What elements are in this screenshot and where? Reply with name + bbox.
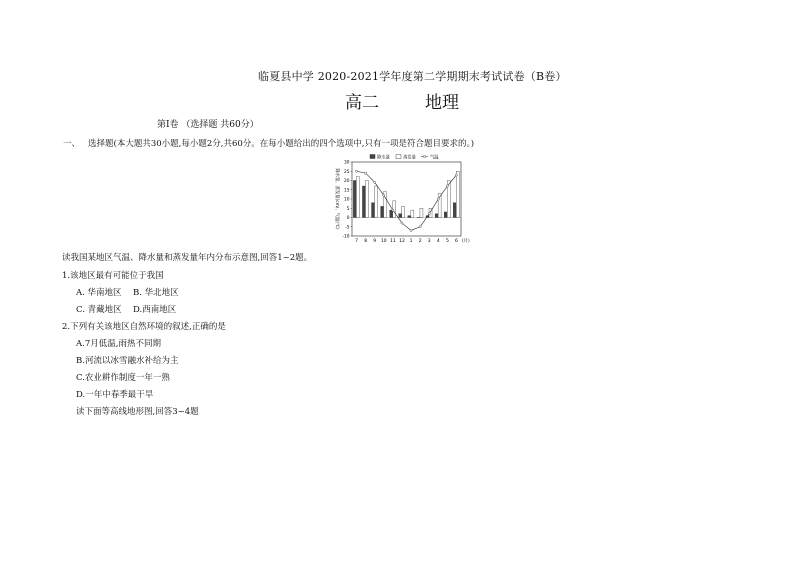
y-axis-label: 降水量、蒸发量(cm)、气温(℃) — [334, 168, 339, 230]
x-tick-label: 10 — [380, 239, 387, 244]
y-tick-label: -5 — [345, 225, 350, 231]
temperature-point — [383, 194, 385, 196]
temperature-point — [410, 229, 412, 231]
bar-evaporation — [402, 206, 405, 217]
bar-evaporation — [456, 171, 459, 217]
y-tick-label: 15 — [344, 188, 350, 194]
bar-precipitation — [362, 186, 365, 217]
exam-header: 临夏县中学 2020-2021学年度第二学期期末考试试卷（B卷） — [258, 70, 567, 83]
x-tick-label: 7 — [355, 239, 358, 244]
legend-label-precip: 降水量 — [377, 155, 390, 161]
y-tick-label: 10 — [344, 197, 350, 203]
x-tick-label: 6 — [455, 239, 458, 244]
legend-label-temp: 气温 — [430, 155, 439, 161]
climate-chart — [330, 152, 470, 247]
legend-swatch-precip — [370, 155, 375, 159]
bar-precipitation — [408, 216, 411, 218]
instruction-number: 一、 — [63, 139, 81, 149]
y-tick-label: 20 — [344, 179, 350, 184]
q1-option-a: A. 华南地区 — [76, 288, 122, 298]
bar-precipitation — [435, 214, 438, 218]
bar-precipitation — [353, 181, 356, 218]
q2-option-d: D.一年中春季最干旱 — [76, 390, 154, 400]
y-tick-label: 5 — [346, 206, 350, 212]
x-tick-label: 5 — [445, 239, 449, 244]
temperature-point — [419, 226, 421, 228]
bar-evaporation — [420, 208, 423, 217]
bar-evaporation — [375, 186, 378, 217]
x-tick-label: 9 — [373, 239, 377, 244]
instruction-text: 选择题(本大题共30小题,每小题2分,共60分。在每小题给出的四个选项中,只有一项是符合题目要求的。) — [88, 139, 475, 149]
bar-precipitation — [372, 203, 375, 218]
question-1-stem: 1.该地区最有可能位于我国 — [62, 271, 164, 281]
question-2-stem: 2.下列有关该地区自然环境的叙述,正确的是 — [62, 322, 226, 332]
grade-label: 高二 — [345, 93, 379, 113]
x-tick-label: 11 — [390, 239, 396, 244]
q2-option-b: B.河流以冰雪融水补给为主 — [76, 356, 179, 366]
bar-precipitation — [453, 203, 456, 218]
temperature-point — [365, 172, 367, 174]
x-tick-label: 3 — [427, 239, 431, 244]
q2-option-c: C.农业耕作制度一年一熟 — [76, 373, 170, 383]
temperature-point — [437, 198, 439, 200]
x-tick-label: 12 — [399, 239, 405, 244]
legend-swatch-evap — [396, 155, 401, 159]
x-tick-label: 4 — [436, 239, 440, 244]
subject-title — [345, 88, 459, 113]
y-tick-label: 25 — [344, 169, 350, 175]
temperature-point — [392, 209, 394, 211]
temperature-point — [455, 174, 457, 176]
bar-precipitation — [399, 214, 402, 218]
temperature-point — [374, 181, 376, 183]
bar-precipitation — [381, 206, 384, 217]
y-tick-label: 0 — [346, 216, 350, 221]
legend-label-evap: 蒸发量 — [403, 155, 416, 161]
bar-evaporation — [411, 210, 414, 217]
x-axis-unit: (月) — [462, 239, 470, 244]
temperature-line — [357, 171, 457, 230]
bar-precipitation — [444, 212, 447, 218]
x-tick-label: 8 — [364, 239, 368, 244]
subject-name: 地理 — [425, 93, 459, 113]
temperature-point — [446, 185, 448, 187]
temperature-point — [401, 222, 403, 224]
q2-option-a: A.7月低温,雨热不同期 — [76, 339, 161, 349]
y-tick-label: 30 — [344, 160, 350, 166]
temperature-point — [428, 213, 430, 215]
q1-option-d: D.西南地区 — [133, 305, 177, 315]
x-tick-label: 1 — [409, 239, 413, 244]
section-title: 第Ⅰ卷 （选择题 共60分） — [157, 120, 259, 130]
bar-evaporation — [356, 177, 359, 218]
passage-2: 读下面等高线地形图,回答3~4题 — [76, 407, 199, 417]
temperature-point — [355, 170, 357, 172]
q1-option-b: B. 华北地区 — [133, 288, 179, 298]
y-tick-label: -10 — [342, 234, 350, 240]
legend-marker-temp — [423, 155, 425, 157]
bar-evaporation — [365, 181, 368, 218]
passage-1: 读我国某地区气温、降水量和蒸发量年内分布示意图,回答1~2题。 — [62, 253, 313, 263]
q1-option-c: C. 青藏地区 — [76, 305, 122, 315]
x-tick-label: 2 — [418, 239, 422, 244]
